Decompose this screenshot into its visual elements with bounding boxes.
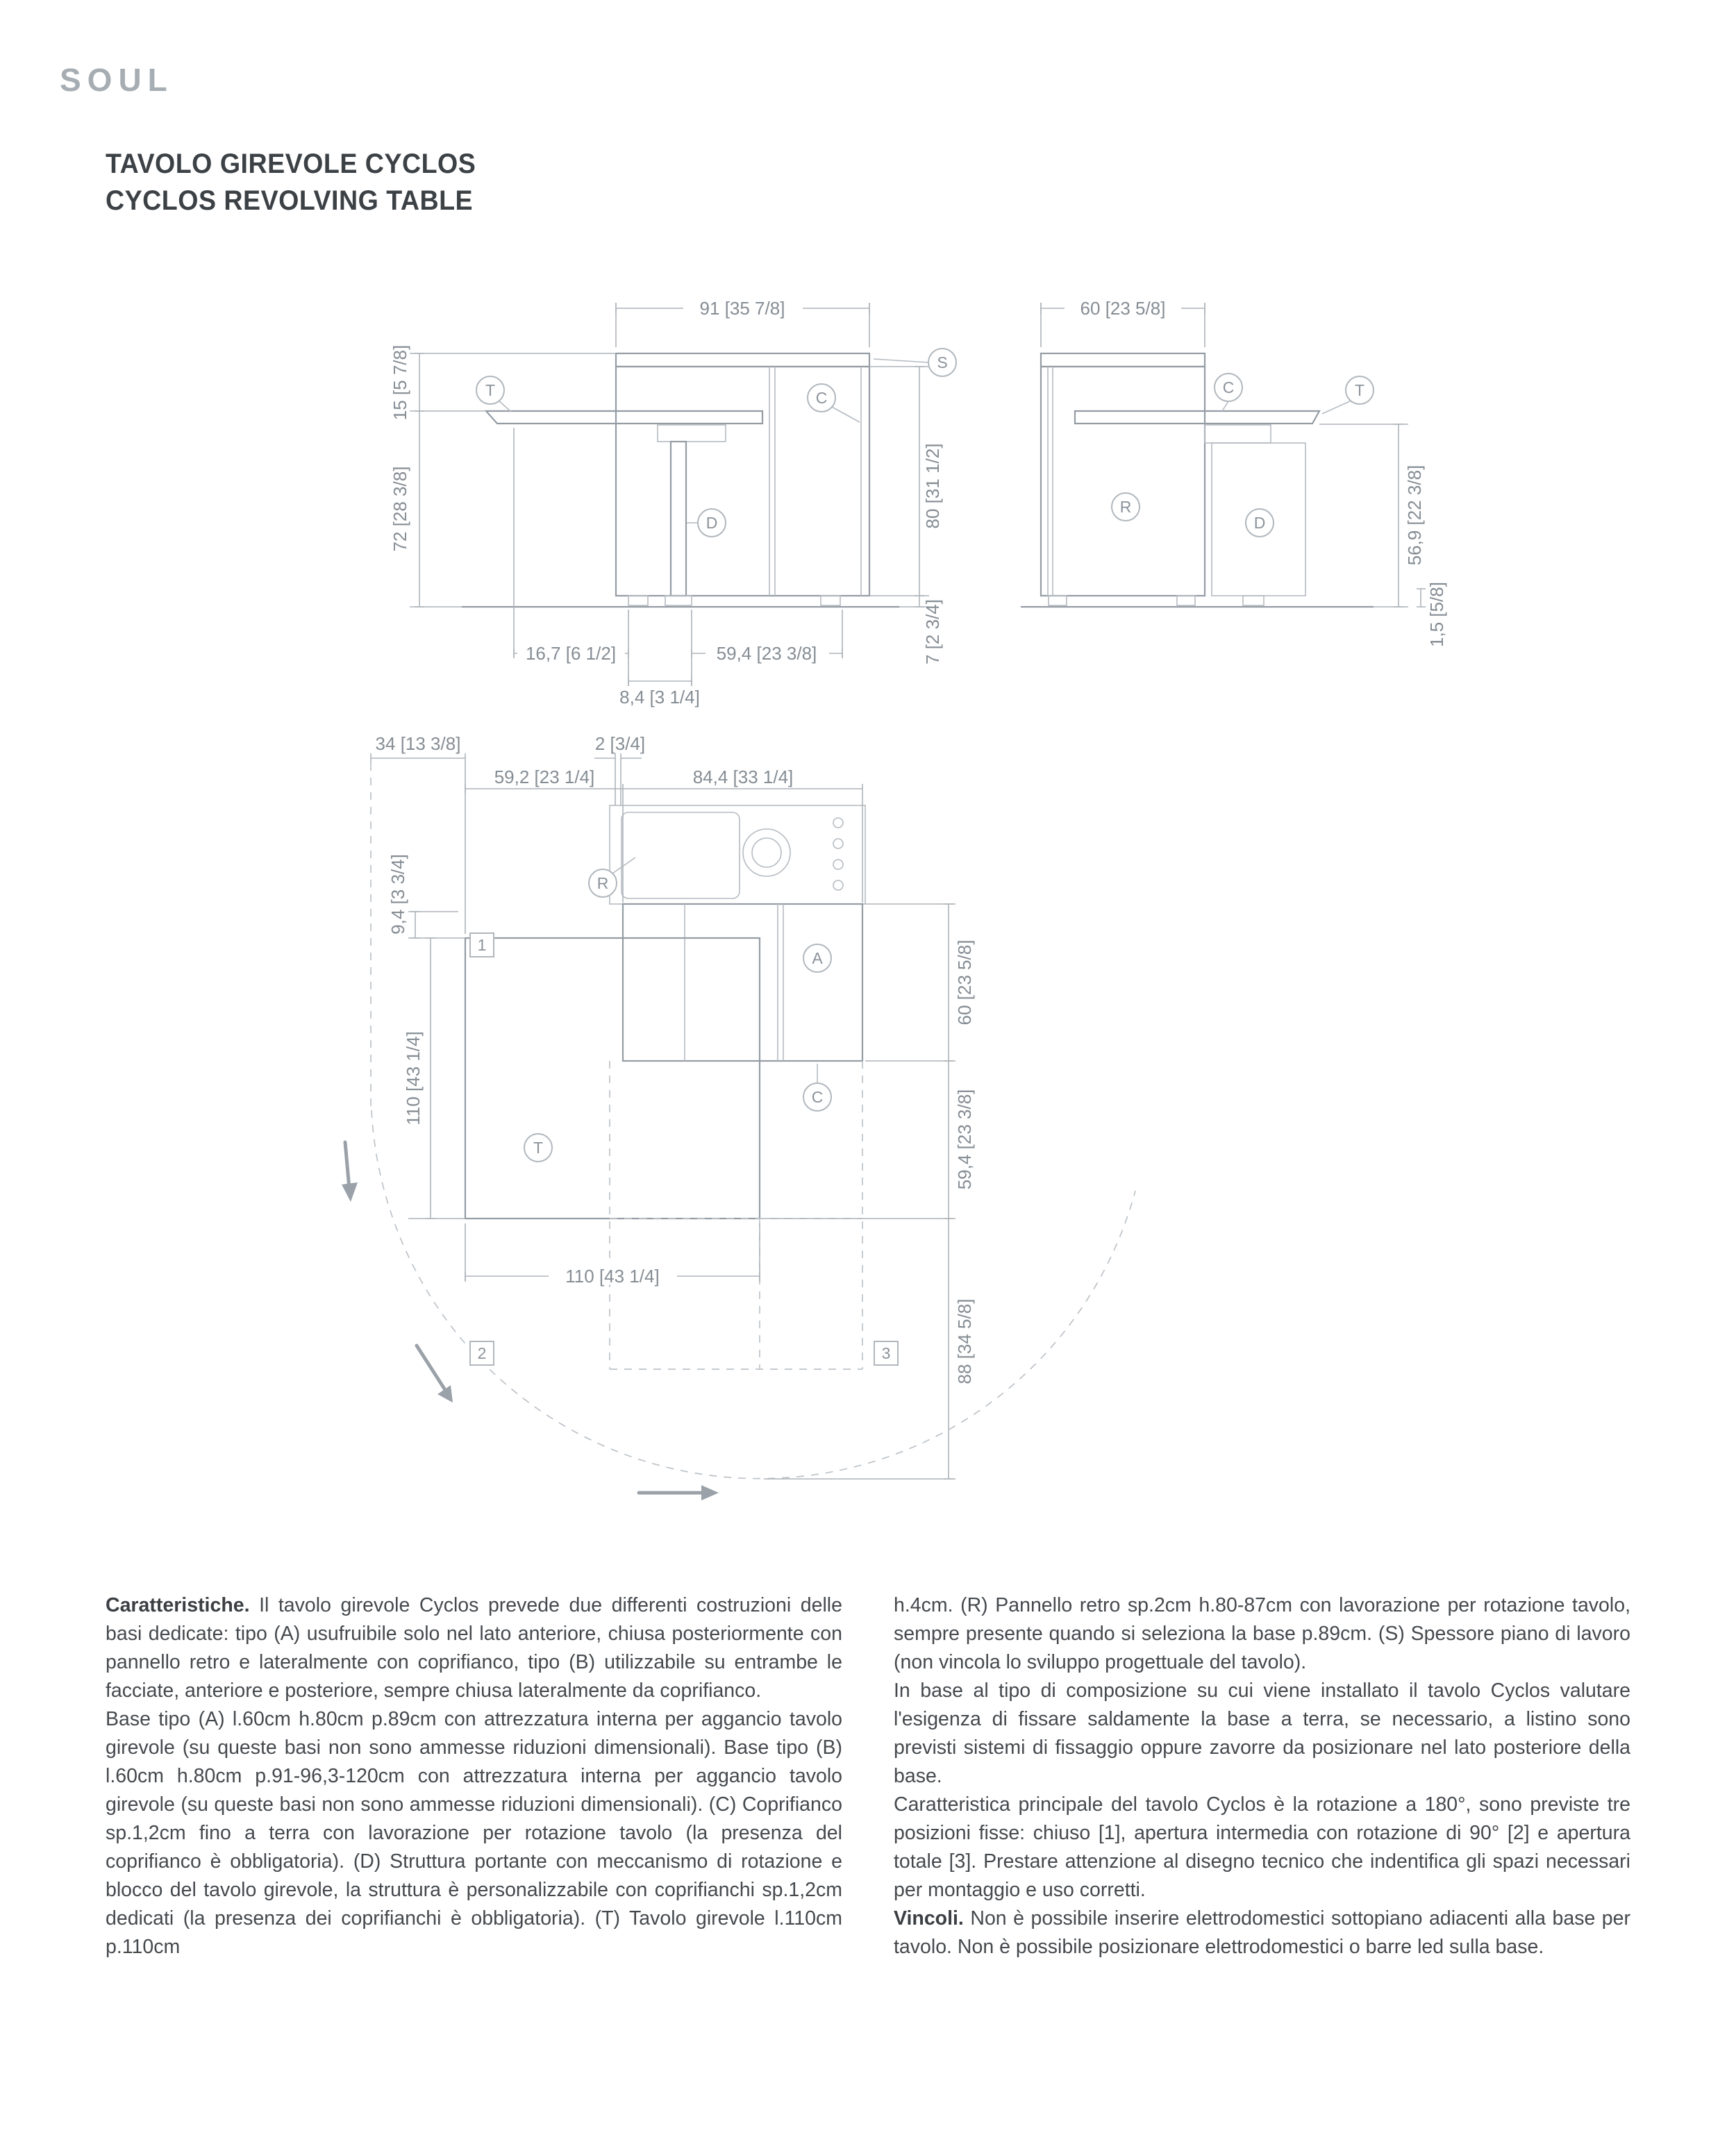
paragraph-basi <box>106 1705 842 1961</box>
dim-side-right-bottom: 1,5 [5/8] <box>1426 582 1447 647</box>
front-dim-right <box>869 367 943 664</box>
side-dim-right <box>1319 424 1447 647</box>
label-side-t <box>1322 376 1374 414</box>
plan-view-drawing <box>371 763 1135 1479</box>
dim-plan-top-row2-right: 84,4 [33 1/4] <box>692 767 794 787</box>
paragraph-rotazione <box>894 1791 1630 1905</box>
label-plan-c <box>803 1064 831 1111</box>
dim-plan-right-mid: 59,4 [23 3/8] <box>954 1089 975 1190</box>
position-marker-3 <box>874 1341 898 1365</box>
label-front-c <box>808 384 860 422</box>
plan-dim-left <box>387 854 465 1219</box>
vincoli-text: Non è possibile inserire elettrodomestici sottopiano adiacenti alla base per tavolo. Non è possibile posizionare elettrodomestici o barre led sulla base. <box>894 1907 1630 1958</box>
label-side-r-text: R <box>1119 498 1132 516</box>
position-marker-3-text: 3 <box>881 1344 891 1362</box>
caratteristiche-text: Il tavolo girevole Cyclos prevede due differenti costruzioni delle basi dedicate: tipo (A) usufruibile solo nel lato anteriore, chiusa posteriormente con pannello retro e lateralmente con coprifianco, tipo (B) utilizzabile su entrambe le facciate, anteriore e posteriore, sempre chiusa lateralmente da coprifianco. <box>106 1594 842 1702</box>
paragraph-installazione <box>894 1677 1630 1791</box>
caratteristiche-lead: Caratteristiche. <box>106 1594 250 1616</box>
dim-plan-left-top: 9,4 [3 3/4] <box>387 854 408 935</box>
paragraph-continuation <box>894 1591 1630 1677</box>
description-column-right <box>894 1591 1630 1961</box>
position-marker-2 <box>470 1341 494 1365</box>
label-side-t-text: T <box>1354 381 1365 399</box>
front-dim-top-width <box>616 297 869 347</box>
dim-side-right-height: 56,9 [22 3/8] <box>1404 464 1425 566</box>
label-front-t-text: T <box>485 381 496 399</box>
rotation-arrows <box>342 1142 719 1500</box>
label-front-c-text: C <box>815 389 828 407</box>
side-dim-top-width <box>1041 297 1205 347</box>
label-front-s-text: S <box>937 353 948 371</box>
description-text <box>106 1591 1630 1961</box>
dim-front-left-top: 15 [5 7/8] <box>390 344 410 421</box>
dim-plan-bottom: 110 [43 1/4] <box>565 1266 660 1287</box>
position-marker-2-text: 2 <box>477 1344 487 1362</box>
dim-plan-left-mid: 110 [43 1/4] <box>403 1031 424 1125</box>
description-column-left <box>106 1591 842 1961</box>
paragraph-caratteristiche <box>106 1591 842 1705</box>
plan-dim-bottom <box>465 1223 760 1287</box>
label-side-c-text: C <box>1222 378 1235 396</box>
plan-dim-right <box>762 904 975 1479</box>
front-dim-bottom <box>514 428 842 708</box>
page-title-line1: TAVOLO GIREVOLE CYCLOS <box>106 149 476 179</box>
dim-front-top-width: 91 [35 7/8] <box>699 298 785 319</box>
label-side-r <box>1112 493 1140 521</box>
label-plan-r-text: R <box>596 874 609 892</box>
dim-front-right-height: 80 [31 1/2] <box>922 443 943 529</box>
dim-plan-right-top: 60 [23 5/8] <box>954 939 975 1026</box>
dim-plan-top-left: 34 [13 3/8] <box>375 733 461 754</box>
dim-plan-right-bottom: 88 [34 5/8] <box>954 1298 975 1384</box>
dim-front-right-plinth: 7 [2 3/4] <box>922 599 943 664</box>
dim-front-bottom-left: 16,7 [6 1/2] <box>525 643 617 664</box>
vincoli-lead: Vincoli. <box>894 1907 964 1930</box>
position-marker-1 <box>470 933 494 957</box>
brand-logo: SOUL <box>60 62 174 98</box>
label-plan-r <box>589 857 635 897</box>
label-plan-a <box>803 944 831 972</box>
basi-text: Base tipo (A) l.60cm h.80cm p.89cm con attrezzatura interna per aggancio tavolo girevole (su queste basi non sono ammesse riduzioni dimensionali). Base tipo (B) l.60cm h.80cm p.91-96,3-120cm con attrezzatura interna per aggancio tavolo girevole (su queste basi non sono ammesse riduzioni dimensionali). (C) Coprifianco sp.1,2cm fino a terra con lavorazione per rotazione tavolo (la presenza del coprifianco è obbligatoria). (D) Struttura portante con meccanismo di rotazione e blocco del tavolo girevole, la struttura è personalizzabile con coprifianchi sp.1,2cm dedicati (la presenza dei coprifianchi è obbligatoria). (T) Tavolo girevole l.110cm p.110cm <box>106 1708 842 1958</box>
label-plan-t <box>524 1134 552 1162</box>
dim-side-top-width: 60 [23 5/8] <box>1080 298 1166 319</box>
dim-front-bottom-right: 59,4 [23 3/8] <box>716 643 817 664</box>
continuation-text: h.4cm. (R) Pannello retro sp.2cm h.80-87cm con lavorazione per rotazione tavolo, sempre presente quando si seleziona la base p.89cm. (S) Spessore piano di lavoro (non vincola lo sviluppo progettuale del tavolo). <box>894 1594 1630 1673</box>
label-side-d-text: D <box>1253 514 1266 532</box>
installazione-text: In base al tipo di composizione su cui viene installato il tavolo Cyclos valutare l'esigenza di fissare saldamente la base a terra, se necessario, a listino sono previsti sistemi di fissaggio oppure zavorre da posizionare nel lato posteriore della base. <box>894 1680 1630 1787</box>
label-side-d <box>1246 509 1274 537</box>
rotazione-text: Caratteristica principale del tavolo Cyclos è la rotazione a 180°, sono previste tre posizioni fisse: chiuso [1], apertura intermedia con rotazione di 90° [2] e apertura totale [3]. Prestare attenzione al disegno tecnico che indentifica gli spazi necessari per montaggio e uso corretti. <box>894 1793 1630 1901</box>
label-front-t <box>476 376 511 412</box>
label-front-s <box>874 349 956 376</box>
dim-front-bottom-center: 8,4 [3 1/4] <box>619 687 700 708</box>
dim-front-left-bottom: 72 [28 3/8] <box>390 466 410 552</box>
side-view-drawing <box>1021 353 1374 607</box>
label-front-d <box>687 509 726 537</box>
label-plan-t-text: T <box>533 1139 544 1157</box>
label-plan-a-text: A <box>812 949 823 967</box>
label-front-d-text: D <box>706 514 718 532</box>
label-plan-c-text: C <box>811 1088 824 1106</box>
dim-plan-top-row2-left: 59,2 [23 1/4] <box>494 767 595 787</box>
dim-plan-top-small: 2 [3/4] <box>594 733 646 754</box>
position-marker-1-text: 1 <box>477 936 487 954</box>
paragraph-vincoli <box>894 1905 1630 1961</box>
page-title-line2: CYCLOS REVOLVING TABLE <box>106 185 474 216</box>
label-side-c <box>1215 374 1242 411</box>
